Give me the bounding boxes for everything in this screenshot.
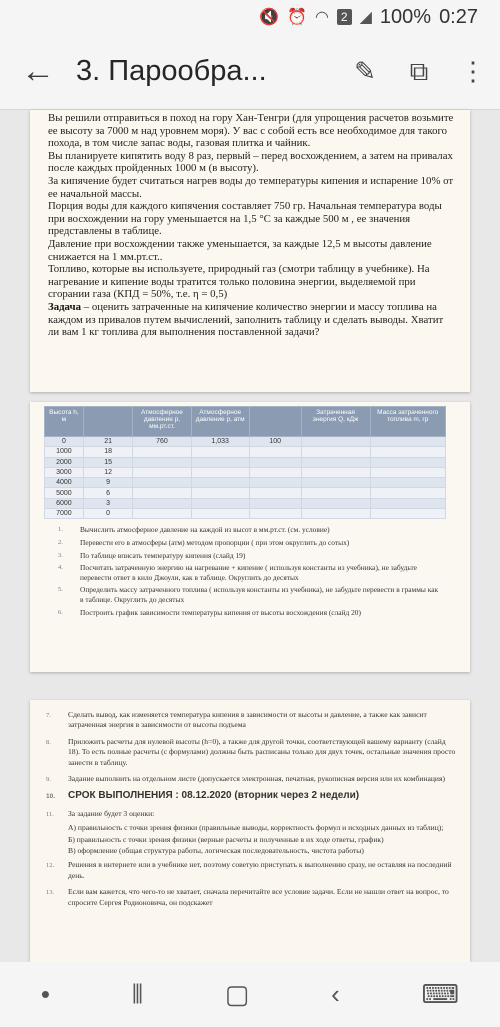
list-item	[46, 860, 458, 881]
table-row	[45, 498, 446, 508]
table-cell	[370, 509, 446, 519]
table-header-cell: Атмосферное давление p, мм.рт.ст.	[133, 407, 191, 437]
back-arrow-icon[interactable]: ←	[21, 52, 55, 90]
table-header-cell	[83, 407, 133, 437]
table-row	[45, 509, 446, 519]
document-page-1	[30, 110, 470, 392]
record-icon[interactable]: •	[40, 979, 50, 1009]
table-row	[45, 478, 446, 488]
table-cell: 1000	[45, 447, 84, 457]
table-cell: 3000	[45, 467, 84, 477]
grade-criterion: В) оформление (общая структура работы, логическая последовательность, чистота работы)	[68, 846, 364, 856]
table-cell: 6	[83, 488, 133, 498]
table-cell: 6000	[45, 498, 84, 508]
list-item-text: Сделать вывод, как изменяется температура кипения в зависимости от высоты и давление, а также как зависит затраченная энергия в зависимости от высоты подъема	[68, 710, 427, 730]
table-row	[45, 457, 446, 467]
list-item-text: Вычислить атмосферное давление на каждой из высот в мм.рт.ст. (см. условие)	[80, 525, 330, 535]
paragraph: Вы планируете кипятить воду 8 раз, первый – перед восхождением, а затем на привалах после каждых пройденных 1000 м (в высоту).	[48, 149, 453, 175]
list-item-number: 4.	[58, 564, 63, 572]
table-cell	[191, 498, 249, 508]
table-cell	[370, 457, 446, 467]
list-item-text: Построить график зависимости температуры кипения от высоты восхождения (слайд 20)	[80, 607, 361, 617]
list-item	[46, 887, 458, 908]
table-cell	[191, 457, 249, 467]
table-cell	[301, 498, 370, 508]
list-item	[46, 710, 458, 731]
table-header-cell: Высота h, м	[45, 407, 84, 437]
navigation-bar	[0, 962, 500, 1027]
document-page-3	[30, 700, 470, 962]
list-item-text: Решения в интернете или в учебнике нет, поэтому советую приступать к выполнению сразу, не оставляя на последний день.	[68, 860, 452, 880]
task-text: – оценить затраченные на кипячение количество энергии и массу топлива на каждом из привалов путем вычислений, заполнить таблицу и сделать выводы. Хватит ли вам 1 кг топлива для выполнения поставленной задачи?	[48, 300, 444, 339]
list-item	[46, 774, 458, 785]
table-cell	[133, 447, 191, 457]
table-cell	[370, 437, 446, 447]
sim-badge: 2	[337, 9, 352, 25]
table-cell: 4000	[45, 478, 84, 488]
list-item-number: 12.	[46, 862, 55, 870]
table-row	[45, 488, 446, 498]
table-cell	[301, 467, 370, 477]
alarm-icon: ⏰	[287, 9, 307, 26]
list-item-number: 2.	[58, 538, 63, 546]
list-item	[46, 737, 458, 768]
table-cell	[133, 467, 191, 477]
table-cell	[249, 467, 301, 477]
table-cell	[301, 478, 370, 488]
table-cell	[301, 488, 370, 498]
table-cell	[370, 488, 446, 498]
home-button-icon[interactable]: ▢	[224, 979, 250, 1009]
table-cell	[191, 447, 249, 457]
table-cell: 12	[83, 467, 133, 477]
table-cell	[301, 509, 370, 519]
list-item-text: СРОК ВЫПОЛНЕНИЯ : 08.12.2020 (вторник через 2 недели)	[68, 790, 360, 802]
table-cell: 760	[133, 437, 191, 447]
table-cell: 100	[249, 437, 301, 447]
table-cell	[301, 447, 370, 457]
table-cell	[191, 467, 249, 477]
paragraph: Порция воды для каждого кипячения составляет 750 гр. Начальная температура воды при восхождении на гору уменьшается на 1,5 °С за каждые 500 м , ее значения представлены в таблице.	[48, 200, 442, 238]
list-item-number: 9.	[46, 776, 51, 784]
table-cell: 0	[83, 509, 133, 519]
table-cell: 0	[45, 437, 84, 447]
list-item	[58, 563, 442, 582]
table-cell	[249, 457, 301, 467]
table-cell	[133, 457, 191, 467]
paragraph: За кипячение будет считаться нагрев воды до температуры кипения и испарение 10% от ее начальной массы.	[48, 174, 454, 200]
table-cell	[249, 498, 301, 508]
instructions-list-continued	[46, 710, 458, 908]
list-item	[58, 538, 442, 548]
table-cell	[191, 478, 249, 488]
grade-criterion: Б) правильность с точки зрения физики (верные расчеты и полученные в их ходе ответы, график)	[68, 834, 384, 844]
table-cell	[191, 488, 249, 498]
table-cell	[133, 498, 191, 508]
document-page-2	[30, 402, 470, 672]
table-row	[45, 437, 446, 447]
mute-icon: 🔇	[259, 9, 280, 26]
table-header-row	[45, 407, 446, 437]
list-item-text: За задание будет 3 оценки:	[68, 808, 155, 818]
status-bar	[0, 0, 500, 34]
table-cell: 2000	[45, 457, 84, 467]
list-item-text: Приложить расчеты для нулевой высоты (h=0), а также для другой точки, соответствующей вашему варианту (слайд 18). То есть полные расчеты (с формулами) должны быть расписаны только для двух точек, остальные значения просто занести в таблицу.	[68, 736, 456, 767]
list-item-number: 5.	[58, 586, 63, 594]
wifi-icon: ◠	[314, 9, 329, 26]
list-item-text: Перевести его в атмосферы (атм) методом пропорции ( при этом округлить до сотых)	[80, 537, 350, 547]
paragraph: Топливо, которые вы используете, природный газ (смотри таблицу в учебнике). На нагревание и кипение воды тратится только половина энергии, выделяемой при сгорании газа (КПД = 50%, т.е. η = 0,5)	[48, 263, 430, 301]
table-cell: 9	[83, 478, 133, 488]
grade-criterion: А) правильность с точки зрения физики (правильные выводы, корректность формул и исходных данных из таблиц);	[68, 823, 444, 833]
table-cell: 5000	[45, 488, 84, 498]
paragraph: Вы решили отправиться в поход на гору Хан-Тенгри (для упрощения расчетов возьмите ее высоту за 7000 м над уровнем моря). У вас с собой есть все необходимое для такого похода, в том числе запас воды, газовая плитка и чайник.	[48, 112, 454, 150]
table-cell	[370, 447, 446, 457]
table-cell	[249, 478, 301, 488]
keyboard-icon[interactable]: ⌨	[421, 979, 460, 1009]
table-cell	[191, 509, 249, 519]
table-cell	[370, 498, 446, 508]
table-cell: 21	[83, 437, 133, 447]
table-cell: 3	[83, 498, 133, 508]
list-item	[58, 585, 442, 604]
list-item-number: 7.	[46, 712, 51, 719]
table-cell	[133, 488, 191, 498]
list-item-text: Посчитать затраченную энергию на нагревание + кипение ( используя константы из учебника), не забудьте перевести ответ в кило Джоули, как в таблице. Округлить до десятых	[80, 563, 417, 582]
open-external-icon[interactable]: ⧉	[409, 55, 429, 86]
table-header-cell: Атмосферное давление p, атм	[191, 407, 249, 437]
table-cell	[301, 457, 370, 467]
instructions-list	[58, 525, 442, 617]
edit-pencil-icon[interactable]: ✎	[354, 56, 376, 86]
table-header-cell: Масса затраченного топлива m, гр	[370, 407, 446, 437]
list-item	[58, 551, 442, 561]
list-item	[58, 525, 442, 535]
list-item	[46, 809, 458, 820]
table-cell: 15	[83, 457, 133, 467]
task-paragraph	[48, 301, 454, 339]
table-cell: 7000	[45, 509, 84, 519]
list-item-text: По таблице вписать температуру кипения (слайд 19)	[80, 550, 246, 560]
table-cell	[133, 478, 191, 488]
list-item-number: 1.	[58, 526, 63, 534]
list-item-number: 10.	[46, 793, 56, 801]
task-label: Задача	[48, 300, 82, 313]
list-item-number: 13.	[46, 889, 55, 897]
table-cell	[301, 437, 370, 447]
table-cell	[249, 488, 301, 498]
results-table	[44, 406, 446, 519]
list-item	[58, 608, 442, 618]
back-nav-icon[interactable]: ‹	[331, 979, 340, 1009]
list-item-number: 8.	[46, 738, 51, 746]
table-cell	[133, 509, 191, 519]
table-cell: 18	[83, 447, 133, 457]
list-item	[46, 791, 458, 802]
table-cell	[249, 509, 301, 519]
table-cell: 1,033	[191, 437, 249, 447]
table-cell	[370, 478, 446, 488]
battery-level: 100%	[379, 5, 432, 28]
more-options-icon[interactable]: ⋮	[460, 56, 486, 86]
document-title: 3. Парообра...	[76, 55, 267, 87]
table-cell	[370, 467, 446, 477]
table-row	[45, 447, 446, 457]
list-item-text: Задание выполнить на отдельном листе (допускается электронная, печатная, рукописная версия или их комбинация)	[68, 774, 445, 784]
list-item-number: 11.	[46, 810, 54, 818]
list-item-text: Определить массу затраченного топлива ( используя константы из учебника), не забудьте перевести в граммы как в таблице. Округлить до десятых	[80, 585, 439, 604]
signal-icon: ◢	[359, 9, 372, 26]
list-item-number: 3.	[58, 551, 63, 559]
table-cell	[249, 447, 301, 457]
table-row	[45, 467, 446, 477]
list-item-number: 6.	[58, 608, 63, 616]
table-header-cell: Затраченная энергия Q, кДж	[301, 407, 370, 437]
list-item-text: Если вам кажется, что чего-то не хватает, сначала перечитайте все условие задачи. Если не нашли ответ на вопрос, то спросите Сергея Родионовича, он подскажет	[68, 887, 449, 907]
clock: 0:27	[439, 5, 478, 28]
recent-apps-icon[interactable]: ⦀	[131, 978, 144, 1009]
app-bar	[0, 34, 500, 110]
table-header-cell	[249, 407, 301, 437]
paragraph: Давление при восхождении также уменьшается, за каждые 12,5 м высоты давление снижается на 1 мм.рт.ст..	[48, 237, 432, 263]
